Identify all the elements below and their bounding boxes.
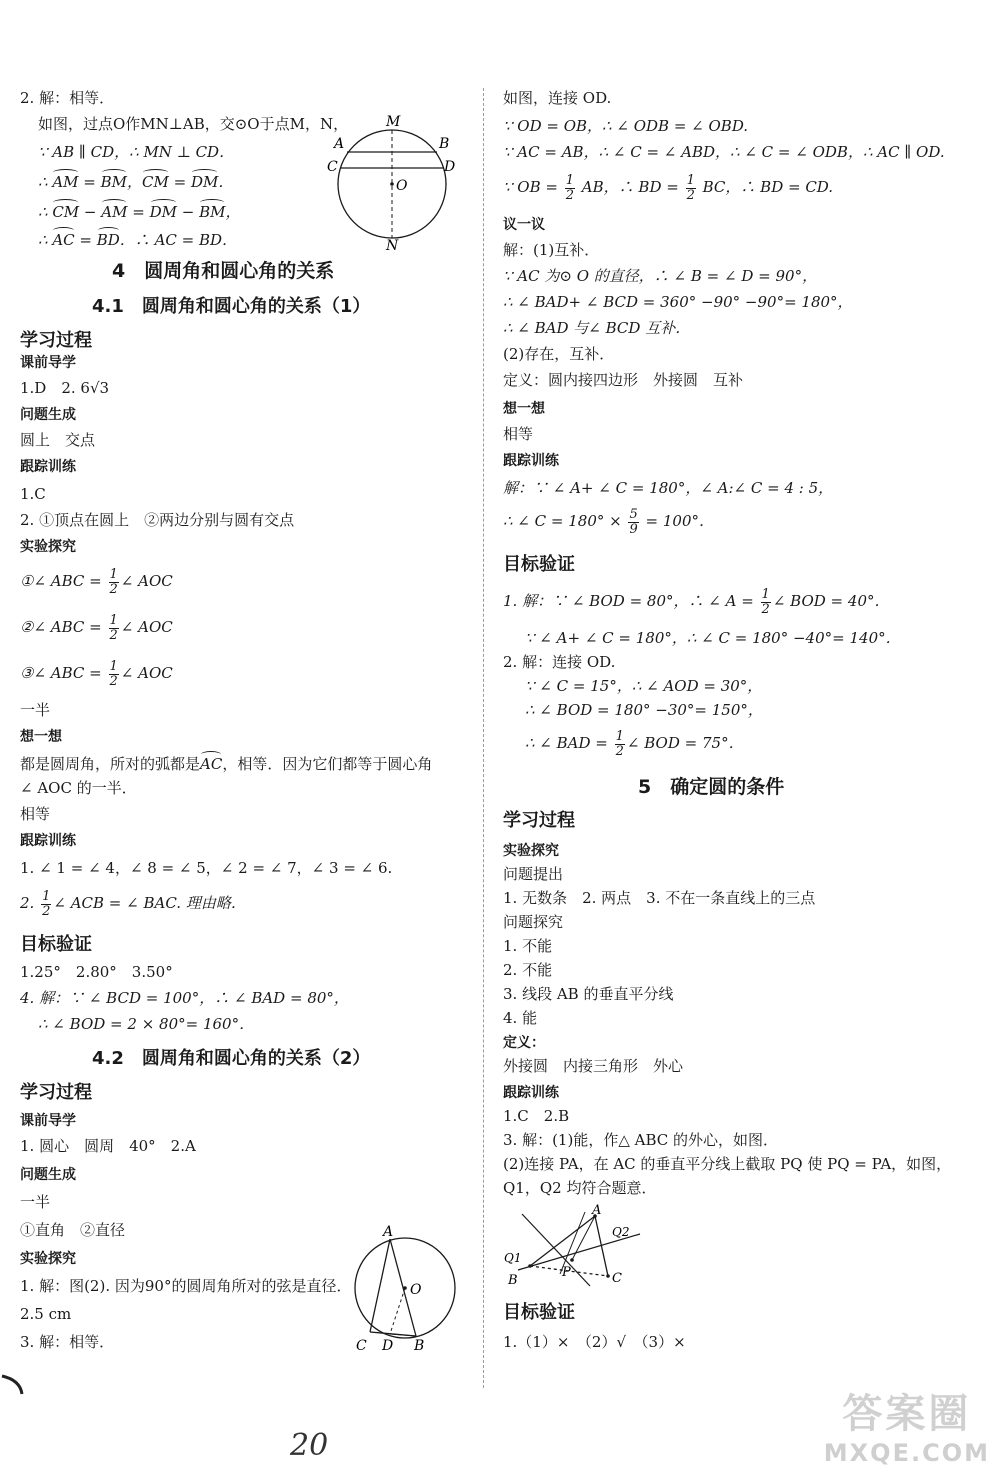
- s5-explore-1: 1. 不能: [503, 937, 553, 955]
- r-line-2: ∵ OD = OB，∴ ∠ ODB = ∠ OBD.: [503, 117, 749, 135]
- lesson-5-title: 5 确定圆的条件: [638, 776, 785, 798]
- s5-track-heading: 跟踪训练: [503, 1085, 559, 1101]
- watermark-url: MXQE.COM: [823, 1439, 990, 1467]
- s41-track-1: 1.C: [20, 485, 46, 503]
- r-line-1: 如图，连接 OD.: [503, 89, 612, 107]
- circle-mn-figure: [325, 112, 460, 252]
- s5-explore-4: 4. 能: [503, 1009, 538, 1027]
- s42-process-heading: 学习过程: [20, 1082, 92, 1103]
- label-b: B: [508, 1273, 518, 1288]
- s5-explore-3: 3. 线段 AB 的垂直平分线: [503, 985, 674, 1003]
- q2-line-3: ∴ AM = BM，CM = DM．: [38, 173, 234, 191]
- perpendicular-bisector-figure: [500, 1204, 650, 1290]
- q2-intro: 2. 解：相等．: [20, 89, 115, 107]
- s5-track-3: (2)连接 PA，在 AC 的垂直平分线上截取 PQ 使 PQ = PA，如图，: [503, 1155, 952, 1173]
- goal-4: ∵ ∠ C = 15°，∴ ∠ AOD = 30°，: [525, 677, 763, 695]
- section-4-1-title: 4.1 圆周角和圆心角的关系（1）: [92, 296, 371, 317]
- goal-3: 2. 解：连接 OD.: [503, 653, 616, 671]
- s42-problem-answer-2: ①直角 ②直径: [20, 1221, 126, 1239]
- discuss-6: 定义：圆内接四边形 外接圆 互补: [503, 371, 744, 389]
- think-answer: 相等: [503, 425, 534, 443]
- goal-1: 1. 解：∵ ∠ BOD = 80°，∴ ∠ A = $\frac{1}{2}$ ∠ BOD = 40°．: [503, 586, 890, 617]
- r-line-4: ∵ OB = $\frac{1}{2}$ AB，∴ BD = $\frac{1}{2}$ BC，∴ BD = CD.: [503, 172, 834, 203]
- discuss-2: ∵ AC 为⊙ O 的直径，∴ ∠ B = ∠ D = 90°，: [503, 267, 818, 285]
- s5-track-2: 3. 解：(1)能，作△ ABC 的外心，如图．: [503, 1131, 779, 1149]
- s41-preview-answer: 1.D 2. 6√3: [20, 379, 110, 397]
- s41-problem-heading: 问题生成: [20, 407, 76, 423]
- label-a: A: [383, 1224, 394, 1240]
- discuss-4: ∴ ∠ BAD 与∠ BCD 互补．: [503, 319, 691, 337]
- s42-preview-heading: 课前导学: [20, 1113, 76, 1129]
- label-o: O: [410, 1282, 422, 1298]
- page-corner-mark-icon: [0, 1372, 26, 1398]
- discuss-5: (2)存在，互补．: [503, 345, 615, 363]
- s41-problem-answer: 圆上 交点: [20, 431, 96, 449]
- label-c: C: [612, 1271, 622, 1286]
- label-p: P: [562, 1265, 571, 1280]
- s41-goal-1: 1.25° 2.80° 3.50°: [20, 963, 173, 981]
- s41-track2-1: 1. ∠ 1 = ∠ 4，∠ 8 = ∠ 5，∠ 2 = ∠ 7，∠ 3 = ∠ 6.: [20, 859, 393, 877]
- s42-problem-answer-1: 一半: [20, 1193, 51, 1211]
- page-number: 20: [290, 1428, 329, 1463]
- s42-problem-heading: 问题生成: [20, 1167, 76, 1183]
- s41-exp-2: ②∠ ABC = $\frac{1}{2}$ ∠ AOC: [20, 612, 173, 643]
- s5-def-answer: 外接圆 内接三角形 外心: [503, 1057, 684, 1075]
- goal-2: ∵ ∠ A+ ∠ C = 180°，∴ ∠ C = 180° −40°= 140°．: [525, 629, 901, 647]
- column-divider: [483, 88, 484, 1388]
- goal-6: ∴ ∠ BAD = $\frac{1}{2}$ ∠ BOD = 75°．: [525, 728, 744, 759]
- circle-abc-figure: [350, 1224, 465, 1356]
- label-q1: Q1: [504, 1251, 522, 1265]
- watermark: [824, 1382, 990, 1467]
- track-heading: 跟踪训练: [503, 453, 559, 469]
- s42-exp-heading: 实验探究: [20, 1251, 76, 1267]
- s5-def-heading: 定义：: [503, 1035, 545, 1051]
- s41-track2-2: 2. $\frac{1}{2}$ ∠ ACB = ∠ BAC. 理由略．: [20, 888, 246, 919]
- s41-goal-heading: 目标验证: [20, 934, 92, 955]
- watermark-title: 答案圈: [842, 1391, 972, 1437]
- s41-goal-3: ∴ ∠ BOD = 2 × 80°= 160°．: [38, 1015, 255, 1033]
- s5-goal-answer: 1.（1）× （2）√ （3）×: [503, 1333, 686, 1351]
- label-m: M: [386, 114, 401, 130]
- discuss-heading: 议一议: [503, 217, 545, 233]
- label-d: D: [382, 1338, 394, 1354]
- s5-exp-heading: 实验探究: [503, 843, 559, 859]
- label-a: A: [334, 136, 345, 152]
- s41-exp-1: ①∠ ABC = $\frac{1}{2}$ ∠ AOC: [20, 566, 173, 597]
- section-4-2-title: 4.2 圆周角和圆心角的关系（2）: [92, 1048, 371, 1069]
- discuss-3: ∴ ∠ BAD+ ∠ BCD = 360° −90° −90°= 180°，: [503, 293, 853, 311]
- s5-question-heading: 问题提出: [503, 865, 564, 883]
- label-b: B: [414, 1338, 425, 1354]
- goal-5: ∴ ∠ BOD = 180° −30°= 150°，: [525, 701, 763, 719]
- s5-question-answer: 1. 无数条 2. 两点 3. 不在一条直线上的三点: [503, 889, 816, 907]
- lesson-4-title: 4 圆周角和圆心角的关系: [112, 260, 335, 282]
- s41-preview-heading: 课前导学: [20, 355, 76, 371]
- s5-track-4: Q1，Q2 均符合题意．: [503, 1179, 657, 1197]
- s41-think-heading: 想一想: [20, 729, 62, 745]
- s42-exp-3: 3. 解：相等．: [20, 1333, 115, 1351]
- r-line-3: ∵ AC = AB，∴ ∠ C = ∠ ABD，∴ ∠ C = ∠ ODB，∴ AC ∥ OD.: [503, 143, 945, 161]
- track-1: 解：∵ ∠ A+ ∠ C = 180°，∠ A:∠ C = 4 : 5，: [503, 479, 834, 497]
- s42-exp-1: 1. 解：图(2). 因为90°的圆周角所对的弦是直径．: [20, 1277, 352, 1295]
- s5-goal-heading: 目标验证: [503, 1302, 575, 1323]
- label-q2: Q2: [612, 1225, 630, 1239]
- s5-explore-heading: 问题探究: [503, 913, 564, 931]
- q2-line-2: ∵ AB ∥ CD，∴ MN ⊥ CD．: [38, 143, 235, 161]
- q2-line-1: 如图，过点O作MN⊥AB，交⊙O于点M，N，: [38, 115, 349, 133]
- s5-process-heading: 学习过程: [503, 810, 575, 831]
- label-c: C: [356, 1338, 367, 1354]
- s41-yiban: 一半: [20, 701, 51, 719]
- q2-line-4: ∴ CM − AM = DM − BM，: [38, 203, 241, 221]
- label-d: D: [444, 159, 456, 175]
- s41-exp-3: ③∠ ABC = $\frac{1}{2}$ ∠ AOC: [20, 658, 173, 689]
- s41-equal: 相等: [20, 805, 51, 823]
- s41-track-2: 2. ①顶点在圆上 ②两边分别与圆有交点: [20, 511, 295, 529]
- s42-exp-2: 2.5 cm: [20, 1305, 72, 1323]
- s41-goal-2: 4. 解：∵ ∠ BCD = 100°，∴ ∠ BAD = 80°，: [20, 989, 349, 1007]
- s41-track2-heading: 跟踪训练: [20, 833, 76, 849]
- s41-think-2: ∠ AOC 的一半．: [20, 779, 137, 797]
- s41-track-heading: 跟踪训练: [20, 459, 76, 475]
- s42-preview-answer: 1. 圆心 圆周 40° 2.A: [20, 1137, 196, 1155]
- goal-heading: 目标验证: [503, 554, 575, 575]
- track-2: ∴ ∠ C = 180° × $\frac{5}{9}$ = 100°．: [503, 506, 714, 537]
- s5-track-1: 1.C 2.B: [503, 1107, 570, 1125]
- think-heading: 想一想: [503, 401, 545, 417]
- label-o: O: [396, 178, 408, 194]
- s41-think-1: 都是圆周角，所对的弧都是AC，相等．因为它们都等于圆心角: [20, 755, 433, 773]
- s41-process-heading: 学习过程: [20, 330, 92, 351]
- label-a: A: [592, 1204, 602, 1218]
- s5-explore-2: 2. 不能: [503, 961, 553, 979]
- discuss-1: 解：(1)互补．: [503, 241, 600, 259]
- q2-line-5: ∴ AC = BD．∴ AC = BD．: [38, 231, 238, 249]
- label-n: N: [386, 238, 399, 252]
- label-c: C: [327, 159, 338, 175]
- s41-exp-heading: 实验探究: [20, 539, 76, 555]
- label-b: B: [439, 136, 450, 152]
